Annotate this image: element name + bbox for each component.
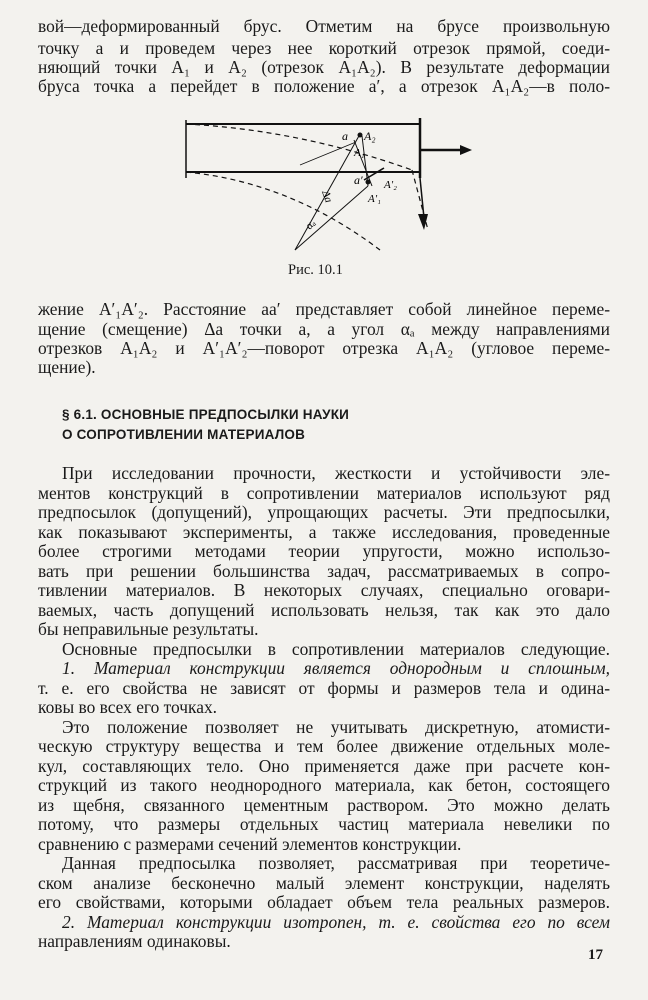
text-line: щение).: [38, 357, 96, 377]
text-line: 2. Материал конструкции изотропен, т. е. свойства его по всем: [62, 912, 610, 932]
text-line: из щебня, связанного цементным раствором. Это можно делать: [38, 795, 610, 815]
text-line: вать при решении большинства задач, рассматриваемых в сопро-: [38, 561, 610, 581]
text-line: Данная предпосылка позволяет, рассматривая при теоретиче-: [62, 853, 610, 873]
text-line: ковы во всех его точках.: [38, 697, 217, 717]
page-number: 17: [588, 947, 603, 963]
text-line: его свойствами, которыми обладает объем тела реальных размеров.: [38, 892, 610, 912]
text-line: 1. Материал конструкции является однородным и сплошным,: [62, 658, 610, 678]
text-line: бы неправильные результаты.: [38, 619, 259, 639]
text-line: ваемых, часть допущений использовать нельзя, так как это дало: [38, 600, 610, 620]
text-line: Основные предпосылки в сопротивлении материалов следующие.: [62, 639, 610, 659]
label-alpha-a: αₐ: [303, 217, 319, 232]
figure-caption: Рис. 10.1: [288, 262, 343, 278]
label-A2: A₂: [364, 129, 376, 143]
text-line: как показывают эксперименты, а также исследования, проведенные: [38, 522, 610, 542]
text-line: При исследовании прочности, жесткости и устойчивости эле-: [62, 463, 610, 483]
text-line: предпосылок (допущений), упрощающих расчеты. Эти предпосылки,: [38, 502, 610, 522]
text-line: щение (смещение) Δа точки а, а угол αₐ между направлениями: [38, 319, 610, 339]
label-delta-a: Δa: [319, 188, 335, 205]
text-line: ском анализе бесконечно малый элемент конструкции, наделять: [38, 873, 610, 893]
text-line: направлениям одинаковы.: [38, 931, 231, 951]
text-line: потому, что размеры отдельных частиц материала невелики по: [38, 814, 610, 834]
text-line: жение A′₁A′₂. Расстояние аа′ представляет собой линейное переме-: [38, 299, 610, 319]
text-line: ческую структуру вещества и тем более движение отдельных моле-: [38, 736, 610, 756]
label-A1: A₁: [354, 147, 365, 159]
text-line: кул, составляющих тело. Оно применяется даже при расчете кон-: [38, 756, 610, 776]
section-heading: § 6.1. ОСНОВНЫЕ ПРЕДПОСЫЛКИ НАУКИ: [62, 407, 350, 422]
text-line: т. е. его свойства не зависят от формы и размеров тела и одина-: [38, 678, 610, 698]
label-a: a: [342, 129, 348, 143]
text-line: сравнению с размерами сечений элементов конструкции.: [38, 834, 462, 854]
figure-deformed-beam: [150, 110, 500, 260]
label-A2-prime: A′₂: [384, 179, 397, 191]
section-heading: О СОПРОТИВЛЕНИИ МАТЕРИАЛОВ: [62, 427, 306, 442]
label-A1-prime: A′₁: [368, 193, 381, 205]
text-line: Это положение позволяет не учитывать дискретную, атомисти-: [62, 717, 610, 737]
text-line: более строгими методами теории упругости, можно использо-: [38, 541, 610, 561]
text-line: няющий точки A₁ и A₂ (отрезок A₁A₂). В результате деформации: [38, 57, 610, 77]
text-line: ментов конструкций в сопротивлении материалов используют ряд: [38, 483, 610, 503]
text-line: струкций из такого неоднородного материала, как бетон, состоящего: [38, 775, 610, 795]
label-a-prime: a′: [354, 173, 363, 187]
text-line: точку а и проведем через нее короткий отрезок прямой, соеди-: [38, 38, 610, 58]
text-line: вой—деформированный брус. Отметим на брусе произвольную: [38, 16, 610, 36]
text-line: бруса точка а перейдет в положение а′, а отрезок A₁A₂—в поло-: [38, 76, 610, 96]
text-line: тивлении материалов. В некоторых случаях, специально оговари-: [38, 580, 610, 600]
text-line: отрезков A₁A₂ и A′₁A′₂—поворот отрезка A₁A₂ (угловое переме-: [38, 338, 610, 358]
